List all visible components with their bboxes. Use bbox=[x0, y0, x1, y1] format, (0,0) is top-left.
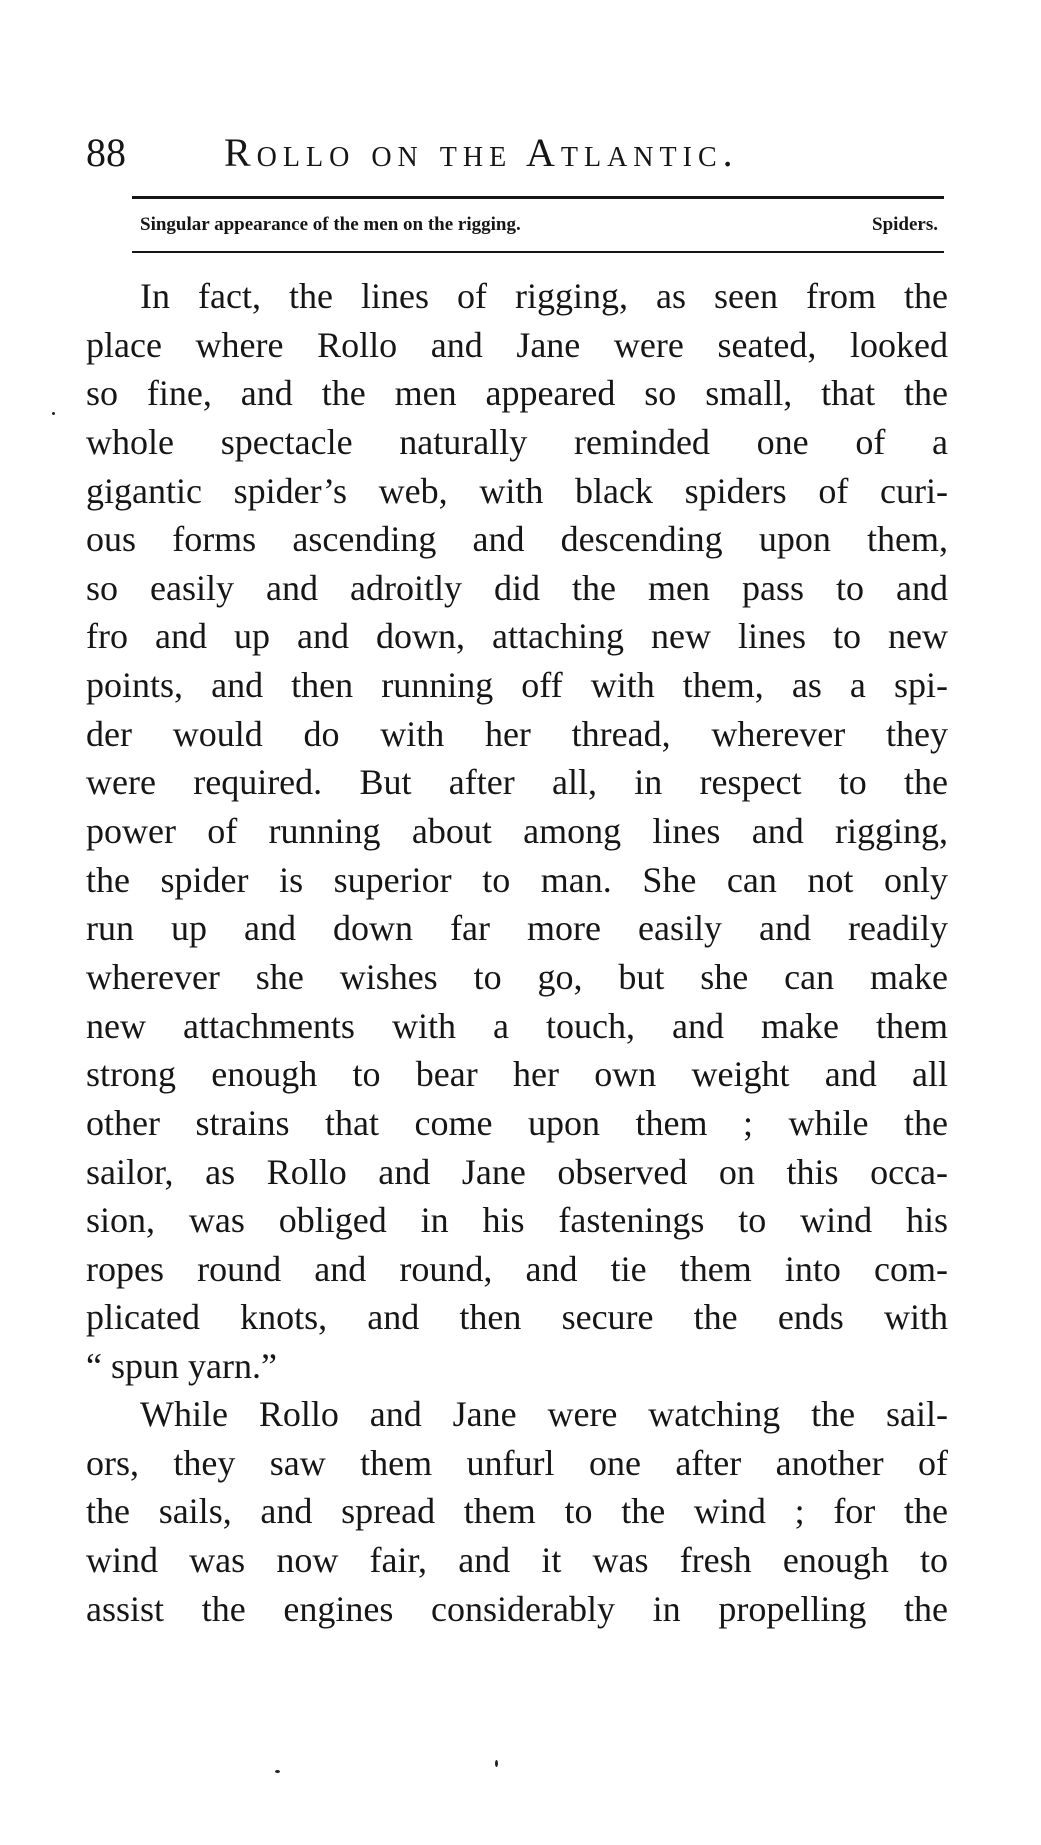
subhead-keyword: Spiders. bbox=[872, 214, 938, 235]
subhead-topic: Singular appearance of the men on the rigging. bbox=[140, 214, 521, 235]
text-line: ous forms ascending and descending upon them, bbox=[86, 519, 948, 560]
text-line: other strains that come upon them ; while the bbox=[86, 1102, 948, 1143]
paper-speck bbox=[495, 1760, 498, 1767]
text-line: In fact, the lines of rigging, as seen from the bbox=[140, 276, 948, 316]
section-subhead bbox=[140, 210, 938, 240]
text-line: ors, they saw them unfurl one after another of bbox=[86, 1442, 948, 1483]
text-line: whole spectacle naturally reminded one of a bbox=[86, 421, 948, 462]
header-rule-top bbox=[132, 196, 944, 199]
text-line: strong enough to bear her own weight and all bbox=[86, 1054, 948, 1095]
text-line: points, and then running off with them, as a spi- bbox=[86, 665, 948, 706]
paragraph-1 bbox=[86, 272, 948, 1391]
text-line: the sails, and spread them to the wind ; for the bbox=[86, 1491, 948, 1532]
text-line: plicated knots, and then secure the ends with bbox=[86, 1297, 948, 1338]
text-line: place where Rollo and Jane were seated, looked bbox=[86, 324, 948, 365]
text-line: run up and down far more easily and readily bbox=[86, 908, 948, 949]
text-line: so easily and adroitly did the men pass to and bbox=[86, 567, 948, 608]
text-line: der would do with her thread, wherever they bbox=[86, 713, 948, 754]
text-line: assist the engines considerably in propelling the bbox=[86, 1588, 948, 1629]
text-line: wind was now fair, and it was fresh enough to bbox=[86, 1539, 948, 1580]
book-title: Rollo on the Atlantic. bbox=[224, 130, 739, 175]
text-line: sion, was obliged in his fastenings to wind his bbox=[86, 1200, 948, 1241]
paper-speck bbox=[52, 412, 55, 415]
text-line: were required. But after all, in respect to the bbox=[86, 762, 948, 803]
running-head bbox=[86, 128, 946, 178]
text-line: the spider is superior to man. She can not only bbox=[86, 859, 948, 900]
text-line: wherever she wishes to go, but she can make bbox=[86, 956, 948, 997]
header-rule-bottom bbox=[132, 251, 944, 253]
text-line: gigantic spider’s web, with black spiders of curi- bbox=[86, 470, 948, 511]
paper-speck bbox=[275, 1770, 280, 1773]
text-line: new attachments with a touch, and make them bbox=[86, 1005, 948, 1046]
text-line: so fine, and the men appeared so small, that the bbox=[86, 373, 948, 414]
text-line: sailor, as Rollo and Jane observed on this occa- bbox=[86, 1151, 948, 1192]
text-line: fro and up and down, attaching new lines to new bbox=[86, 616, 948, 657]
text-line: ropes round and round, and tie them into com- bbox=[86, 1248, 948, 1289]
text-line: “ spun yarn.” bbox=[86, 1346, 277, 1387]
text-line: While Rollo and Jane were watching the sail- bbox=[140, 1394, 948, 1434]
paragraph-2 bbox=[86, 1390, 948, 1633]
page-number: 88 bbox=[86, 130, 126, 175]
text-line: power of running about among lines and rigging, bbox=[86, 811, 948, 852]
